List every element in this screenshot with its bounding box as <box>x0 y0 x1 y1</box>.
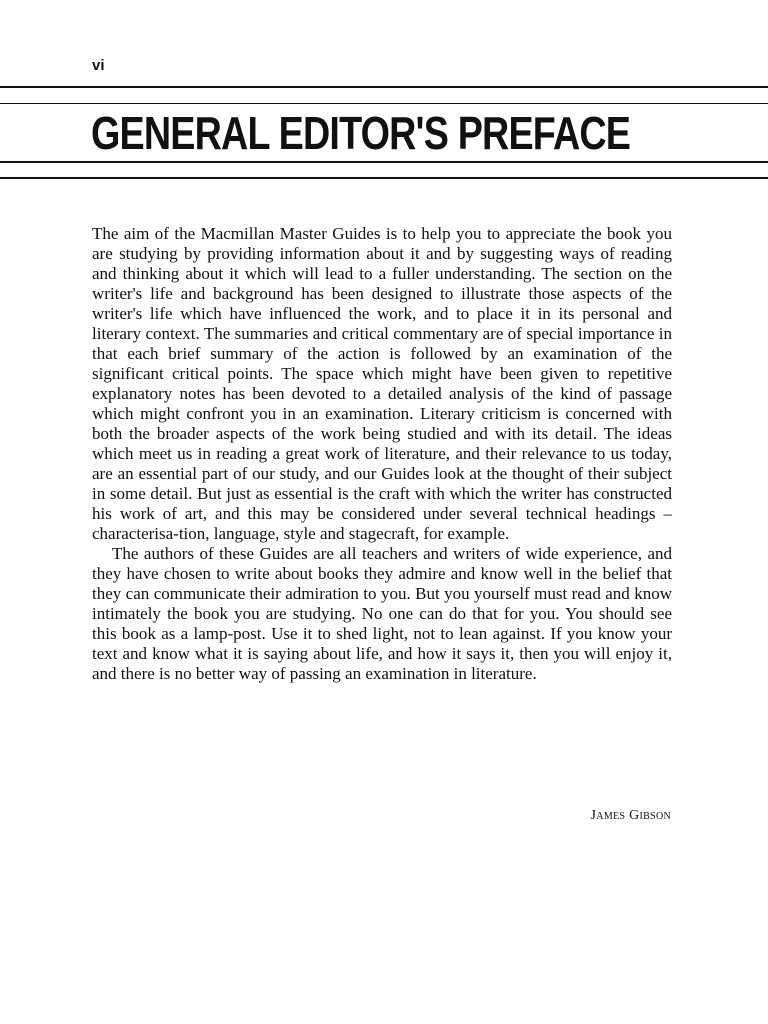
preface-paragraph-2: The authors of these Guides are all teachers and writers of wide experience, and they have chosen to write about books they admire and know well in the belief that they can communicate their admiration to you. But you yourself must read and know intimately the book you are studying. No one can do that for you. You should see this book as a lamp-post. Use it to shed light, not to lean against. If you know your text and know what it is saying about life, and how it says it, then you will enjoy it, and there is no better way of passing an examination in literature. <box>92 544 672 683</box>
bottom-rule <box>0 177 768 179</box>
page-title: GENERAL EDITOR'S PREFACE <box>91 107 631 159</box>
title-bottom-rule <box>0 161 768 163</box>
page-number: vi <box>92 57 105 74</box>
preface-body <box>92 224 672 684</box>
preface-paragraph-1: The aim of the Macmillan Master Guides is to help you to appreciate the book you are studying by providing information about it and by suggesting ways of reading and thinking about it which will lead to a fuller understanding. The section on the writer's life and background has been designed to illustrate those aspects of the writer's life which have influenced the work, and to place it in its personal and literary context. The summaries and critical commentary are of special importance in that each brief summary of the action is followed by an examination of the significant critical points. The space which might have been given to repetitive explanatory notes has been devoted to a detailed analysis of the kind of passage which might confront you in an examination. Literary criticism is concerned with both the broader aspects of the work being studied and with its detail. The ideas which meet us in reading a great work of literature, and their relevance to us today, are an essential part of our study, and our Guides look at the thought of their subject in some detail. But just as essential is the craft with which the writer has constructed his work of art, and this may be considered under several technical headings – characterisa-tion, language, style and stagecraft, for example. <box>92 224 672 543</box>
author-signature: James Gibson <box>590 808 671 823</box>
top-rule <box>0 86 768 88</box>
